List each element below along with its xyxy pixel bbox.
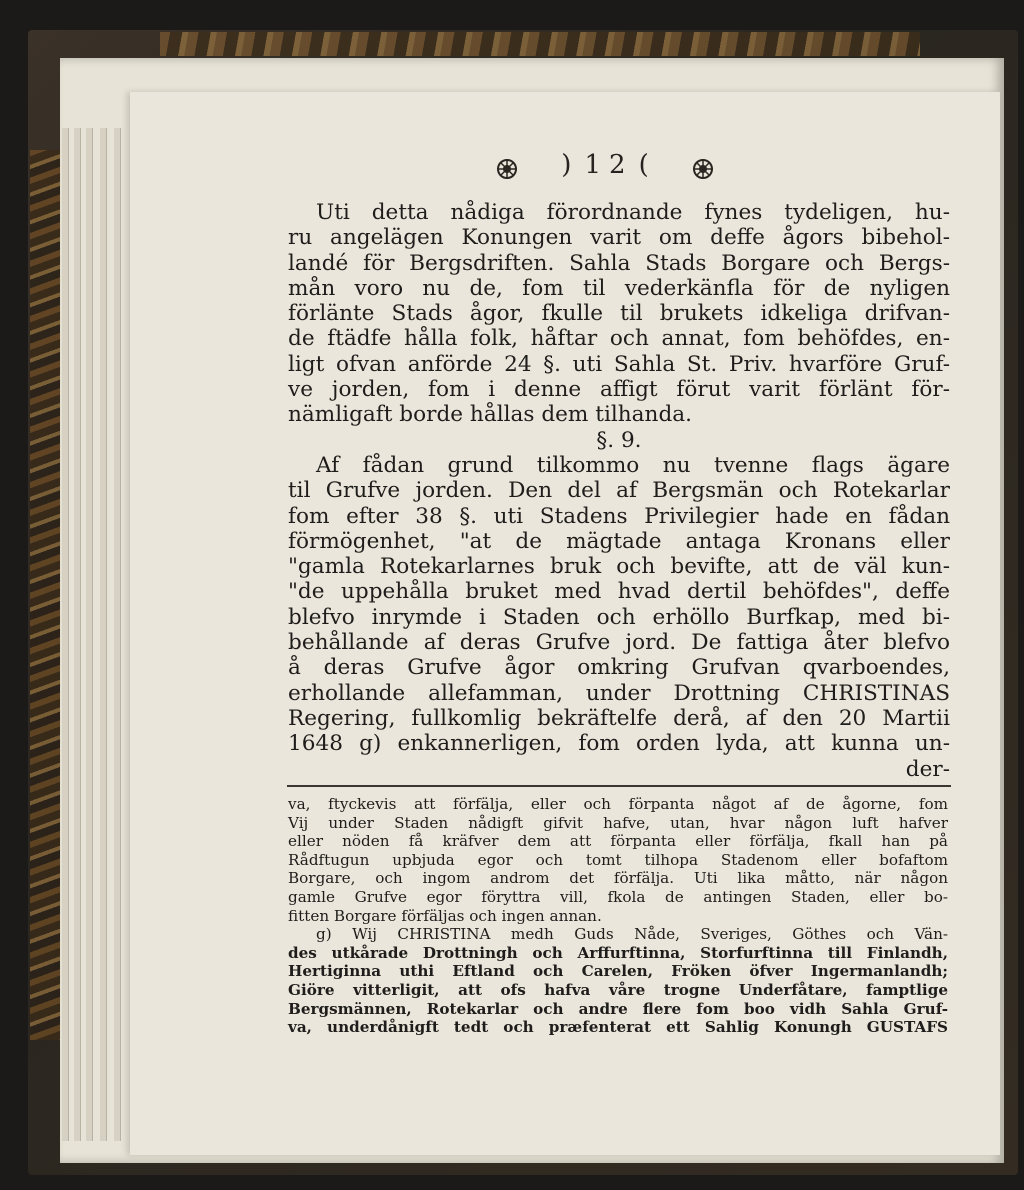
- footnote-line: fitten Borgare förfäljas och ingen annan.: [288, 906, 602, 925]
- page-number: 12: [584, 150, 634, 180]
- page-header: [455, 150, 755, 190]
- text-line: förlänte Stads ågor, fkulle til brukets idkeliga drifvan-: [288, 301, 950, 327]
- text-line: de ftädfe hålla folk, håftar och annat, fom behöfdes, en-: [288, 326, 950, 352]
- text-line: Af fådan grund tilkommo nu tvenne flags ägare: [316, 452, 950, 478]
- footnote-g-line: des utkårade Drottningh och Arffurftinna, Storfurftinna till Finlandh,: [288, 943, 948, 962]
- text-line: til Grufve jorden. Den del af Bergsmän och Rotekarlar: [288, 478, 950, 504]
- marbled-spine: [30, 150, 64, 1040]
- footnotes: [288, 795, 948, 1037]
- text-line: Regering, fullkomlig bekräftelfe derå, af den 20 Martii: [288, 705, 950, 731]
- text-line: förmögenhet, "at de mägtade antaga Kronans eller: [288, 528, 950, 554]
- footnote-line: Vij under Staden nådigft gifvit hafve, utan, hvar någon luft hafver: [288, 813, 948, 832]
- page-edge: [74, 128, 81, 1141]
- page-edge: [100, 128, 107, 1141]
- text-line: blefvo inrymde i Staden och erhöllo Burfkap, med bi-: [288, 604, 950, 630]
- page-edge: [114, 128, 121, 1141]
- footnote-g-line: va, underdånigft tedt och præfenterat ett Sahlig Konungh GUSTAFS: [288, 1018, 948, 1037]
- text-line: 1648 g) enkannerligen, fom orden lyda, att kunna un-: [288, 731, 950, 757]
- footnote-g-line: Giöre vitterligit, att ofs hafva våre trogne Underfåtare, famptlige: [288, 980, 948, 999]
- text-line: behållande af deras Grufve jord. De fattiga åter blefvo: [288, 630, 950, 656]
- marbled-top-edge: [160, 32, 920, 56]
- page-edge: [86, 128, 93, 1141]
- text-line: ru angelägen Konungen varit om deffe ågors bibehol-: [288, 225, 950, 251]
- text-line: erhollande allefamman, under Drottning CHRISTINAS: [288, 680, 950, 706]
- text-line: landé för Bergsdriften. Sahla Stads Borgare och Bergs-: [288, 250, 950, 276]
- text-line: mån voro nu de, fom til vederkänfla för de nyligen: [288, 275, 950, 301]
- main-text: [288, 200, 950, 782]
- book-page: [130, 92, 1000, 1155]
- footnote-line: Rådftugun upbjuda egor och tomt tilhopa Stadenom eller bofaftom: [288, 850, 948, 869]
- footnote-line: eller nöden få kräfver dem att förpanta eller förfälja, fkall han på: [288, 832, 948, 851]
- footnote-line: gamle Grufve egor föryttra vill, fkola de antingen Staden, eller bo-: [288, 887, 948, 906]
- page-edge: [62, 128, 69, 1141]
- footnote-line: va, ftyckevis att förfälja, eller och förpanta något af de ågorne, fom: [288, 795, 948, 813]
- footnote-divider: [287, 785, 951, 787]
- rosette-ornament-icon: [692, 158, 714, 180]
- text-line: nämligaft borde hållas dem tilhanda.: [288, 402, 693, 428]
- text-line: Uti detta nådiga förordnande fynes tydeligen, hu-: [316, 200, 950, 225]
- section-heading: §. 9.: [596, 427, 642, 453]
- text-line: å deras Grufve ågor omkring Grufvan qvarboendes,: [288, 655, 950, 681]
- text-line: fom efter 38 §. uti Stadens Privilegier hade en fådan: [288, 503, 950, 529]
- right-paren: (: [638, 150, 657, 180]
- catchword: der-: [905, 756, 950, 782]
- text-line: ve jorden, fom i denne affigt förut varit förlänt för-: [288, 377, 950, 403]
- text-line: "gamla Rotekarlarnes bruk och bevifte, att de väl kun-: [288, 554, 950, 580]
- rosette-ornament-icon: [496, 158, 518, 180]
- footnote-g-line: Bergsmännen, Rotekarlar och andre flere fom boo vidh Sahla Gruf-: [288, 999, 948, 1018]
- left-paren: ): [561, 150, 580, 180]
- footnote-line: Borgare, och ingom androm det förfälja. Uti lika måtto, när någon: [288, 869, 948, 888]
- footnote-g-line: Hertiginna uthi Eftland och Carelen, Fröken öfver Ingermanlandh;: [288, 962, 948, 981]
- footnote-g-line: g) Wij CHRISTINA medh Guds Nåde, Sveriges, Göthes och Vän-: [316, 925, 948, 944]
- text-line: "de uppehålla bruket med hvad dertil behöfdes", deffe: [288, 579, 950, 605]
- text-line: ligt ofvan anförde 24 §. uti Sahla St. Priv. hvarföre Gruf-: [288, 351, 950, 377]
